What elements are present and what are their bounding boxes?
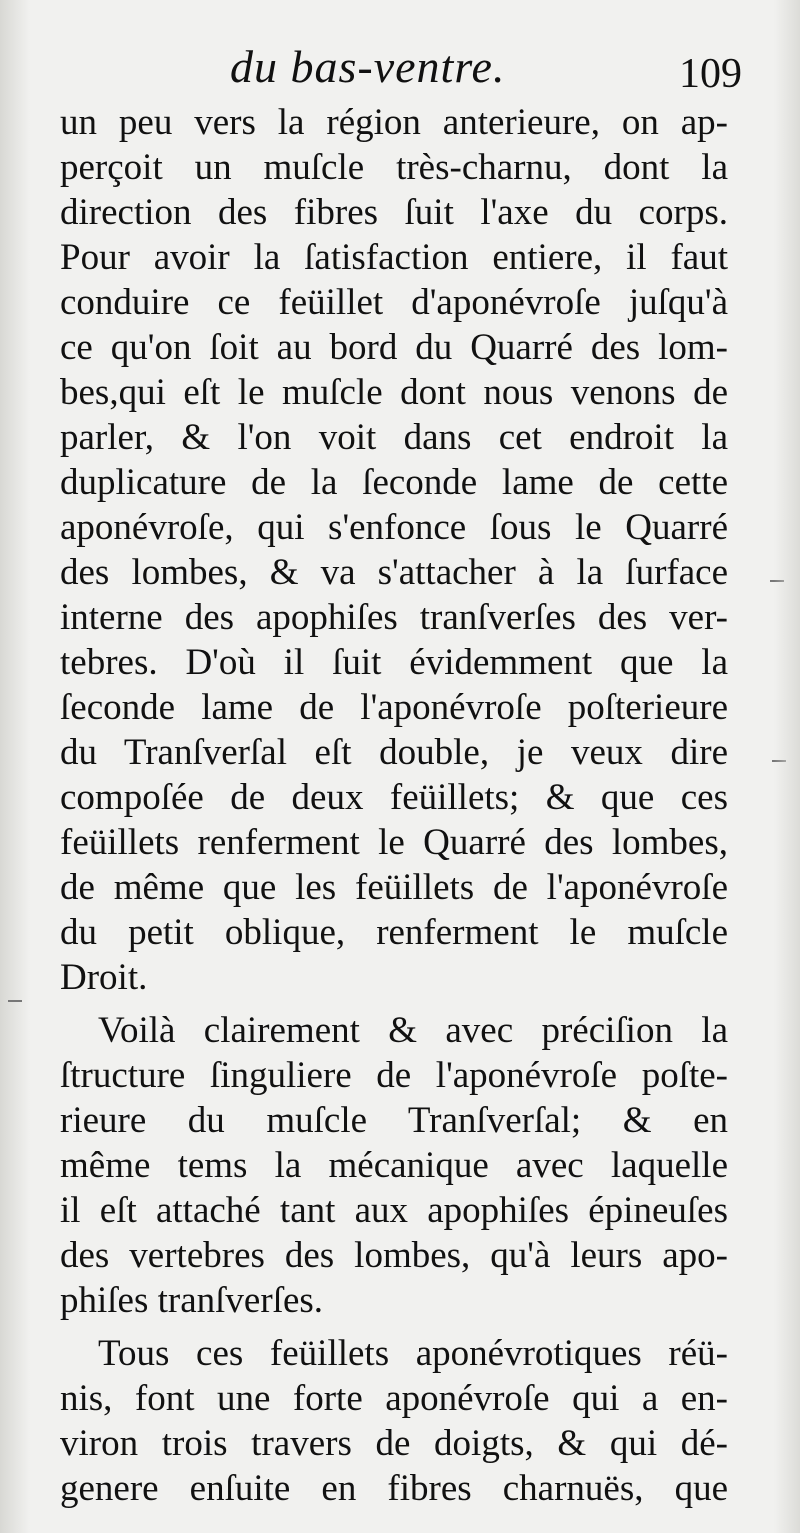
page-number: 109 xyxy=(679,51,742,97)
text-line: aponévroſe, qui s'enfonce ſous le Quarré xyxy=(60,507,728,548)
text-line: viron trois travers de doigts, & qui dé- xyxy=(60,1423,728,1464)
text-line: ſtructure ſinguliere de l'aponévroſe poſte- xyxy=(60,1055,728,1096)
paragraph-gap xyxy=(60,1000,728,1008)
text-line: de même que les feüillets de l'aponévroſe xyxy=(60,867,728,908)
margin-mark xyxy=(8,1000,22,1002)
text-line: Voilà clairement & avec préciſion la xyxy=(98,1010,728,1051)
text-line: conduire ce feüillet d'aponévroſe juſqu'à xyxy=(60,282,728,323)
text-line: même tems la mécanique avec laquelle xyxy=(60,1145,728,1186)
text-line: du petit oblique, renferment le muſcle xyxy=(60,912,728,953)
paragraph-1 xyxy=(60,100,728,1000)
text-line: du Tranſverſal eſt double, je veux dire xyxy=(60,732,728,773)
text-line: compoſée de deux feüillets; & que ces xyxy=(60,777,728,818)
text-line: un peu vers la région anterieure, on ap- xyxy=(60,102,728,143)
text-line: des vertebres des lombes, qu'à leurs apo- xyxy=(60,1235,728,1276)
text-line: rieure du muſcle Tranſverſal; & en xyxy=(60,1100,728,1141)
text-line: tebres. D'où il ſuit évidemment que la xyxy=(60,642,728,683)
text-line: ce qu'on ſoit au bord du Quarré des lom- xyxy=(60,327,728,368)
running-title: du bas-ventre. xyxy=(230,41,506,92)
paragraph-2 xyxy=(60,1008,728,1323)
text-line: nis, font une forte aponévroſe qui a en- xyxy=(60,1378,728,1419)
text-line: genere enſuite en fibres charnuës, que xyxy=(60,1468,728,1509)
body-text xyxy=(60,100,728,1511)
margin-mark xyxy=(770,580,784,582)
text-line: perçoit un muſcle très-charnu, dont la xyxy=(60,147,728,188)
text-line: bes,qui eſt le muſcle dont nous venons de xyxy=(60,372,728,413)
paragraph-gap xyxy=(60,1323,728,1331)
text-line: phiſes tranſverſes. xyxy=(60,1280,324,1321)
margin-mark xyxy=(772,760,786,762)
text-line: des lombes, & va s'attacher à la ſurface xyxy=(60,552,728,593)
text-line: duplicature de la ſeconde lame de cette xyxy=(60,462,728,503)
text-line: il eſt attaché tant aux apophiſes épineuſes xyxy=(60,1190,728,1231)
text-line: parler, & l'on voit dans cet endroit la xyxy=(60,417,728,458)
text-line: Droit. xyxy=(60,957,148,998)
text-line: Tous ces feüillets aponévrotiques réü- xyxy=(98,1333,728,1374)
text-line: direction des fibres ſuit l'axe du corps. xyxy=(60,192,728,233)
paragraph-3 xyxy=(60,1331,728,1511)
text-line: feüillets renferment le Quarré des lombes, xyxy=(60,822,728,863)
text-line: Pour avoir la ſatisfaction entiere, il faut xyxy=(60,237,728,278)
text-line: ſeconde lame de l'aponévroſe poſterieure xyxy=(60,687,728,728)
text-line: interne des apophiſes tranſverſes des ver- xyxy=(60,597,728,638)
